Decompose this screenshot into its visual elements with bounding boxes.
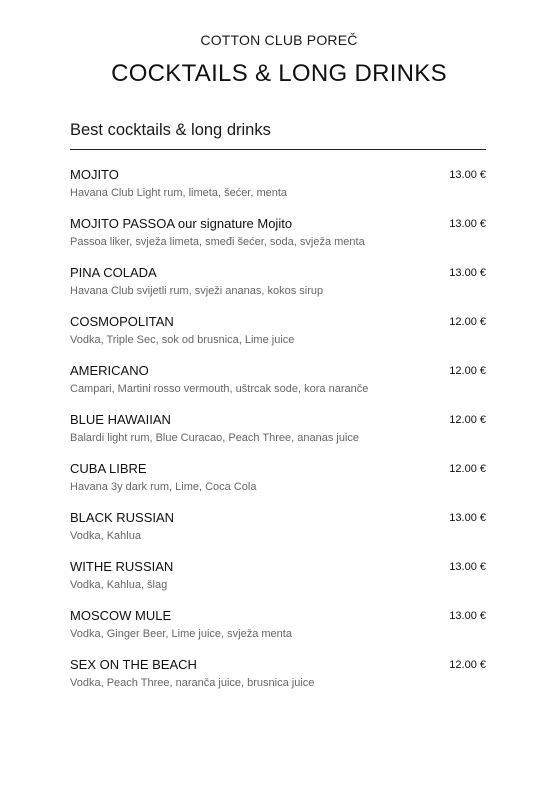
item-price: 13.00 € bbox=[449, 610, 486, 622]
item-description: Vodka, Ginger Beer, Lime juice, svježa menta bbox=[70, 628, 292, 640]
menu-item bbox=[70, 412, 486, 461]
page-title: COCKTAILS & LONG DRINKS bbox=[111, 60, 447, 87]
item-description: Campari, Martini rosso vermouth, uštrcak sode, kora naranče bbox=[70, 383, 369, 395]
item-name: MOSCOW MULE bbox=[70, 608, 172, 623]
menu-item bbox=[70, 314, 486, 363]
item-price: 12.00 € bbox=[449, 414, 486, 426]
menu-item bbox=[70, 216, 486, 265]
section-title: Best cocktails & long drinks bbox=[70, 121, 486, 150]
item-name: MOJITO bbox=[70, 167, 119, 182]
item-description: Vodka, Kahlua bbox=[70, 530, 141, 542]
item-price: 13.00 € bbox=[449, 512, 486, 524]
item-price: 13.00 € bbox=[449, 218, 486, 230]
item-name: SEX ON THE BEACH bbox=[70, 657, 197, 672]
menu-item bbox=[70, 657, 486, 706]
item-price: 12.00 € bbox=[449, 365, 486, 377]
menu-item bbox=[70, 559, 486, 608]
menu-item bbox=[70, 363, 486, 412]
item-name: MOJITO PASSOA our signature Mojito bbox=[70, 216, 293, 231]
item-name: PINA COLADA bbox=[70, 265, 157, 280]
venue-name: COTTON CLUB POREČ bbox=[200, 32, 358, 48]
item-name: BLUE HAWAIIAN bbox=[70, 412, 171, 427]
item-name: AMERICANO bbox=[70, 363, 149, 378]
menu-item bbox=[70, 461, 486, 510]
item-price: 13.00 € bbox=[449, 561, 486, 573]
item-description: Passoa liker, svježa limeta, smeđi šećer, soda, svježa menta bbox=[70, 236, 365, 248]
item-description: Havana 3y dark rum, Lime, Coca Cola bbox=[70, 481, 257, 493]
item-name: CUBA LIBRE bbox=[70, 461, 147, 476]
item-name: COSMOPOLITAN bbox=[70, 314, 174, 329]
item-description: Vodka, Triple Sec, sok od brusnica, Lime juice bbox=[70, 334, 295, 346]
menu-item bbox=[70, 265, 486, 314]
menu-list bbox=[70, 167, 486, 706]
section-header bbox=[70, 121, 486, 150]
item-description: Vodka, Peach Three, naranča juice, brusnica juice bbox=[70, 677, 315, 689]
item-description: Havana Club svijetli rum, svježi ananas, kokos sirup bbox=[70, 285, 324, 297]
item-price: 13.00 € bbox=[449, 267, 486, 279]
menu-item bbox=[70, 608, 486, 657]
item-description: Havana Club Light rum, limeta, šećer, menta bbox=[70, 187, 288, 199]
item-name: WITHE RUSSIAN bbox=[70, 559, 174, 574]
item-price: 12.00 € bbox=[449, 316, 486, 328]
item-price: 12.00 € bbox=[449, 463, 486, 475]
item-name: BLACK RUSSIAN bbox=[70, 510, 175, 525]
menu-item bbox=[70, 510, 486, 559]
menu-item bbox=[70, 167, 486, 216]
item-price: 12.00 € bbox=[449, 659, 486, 671]
item-description: Vodka, Kahlua, šlag bbox=[70, 579, 168, 591]
item-price: 13.00 € bbox=[449, 169, 486, 181]
item-description: Balardi light rum, Blue Curacao, Peach Three, ananas juice bbox=[70, 432, 360, 444]
